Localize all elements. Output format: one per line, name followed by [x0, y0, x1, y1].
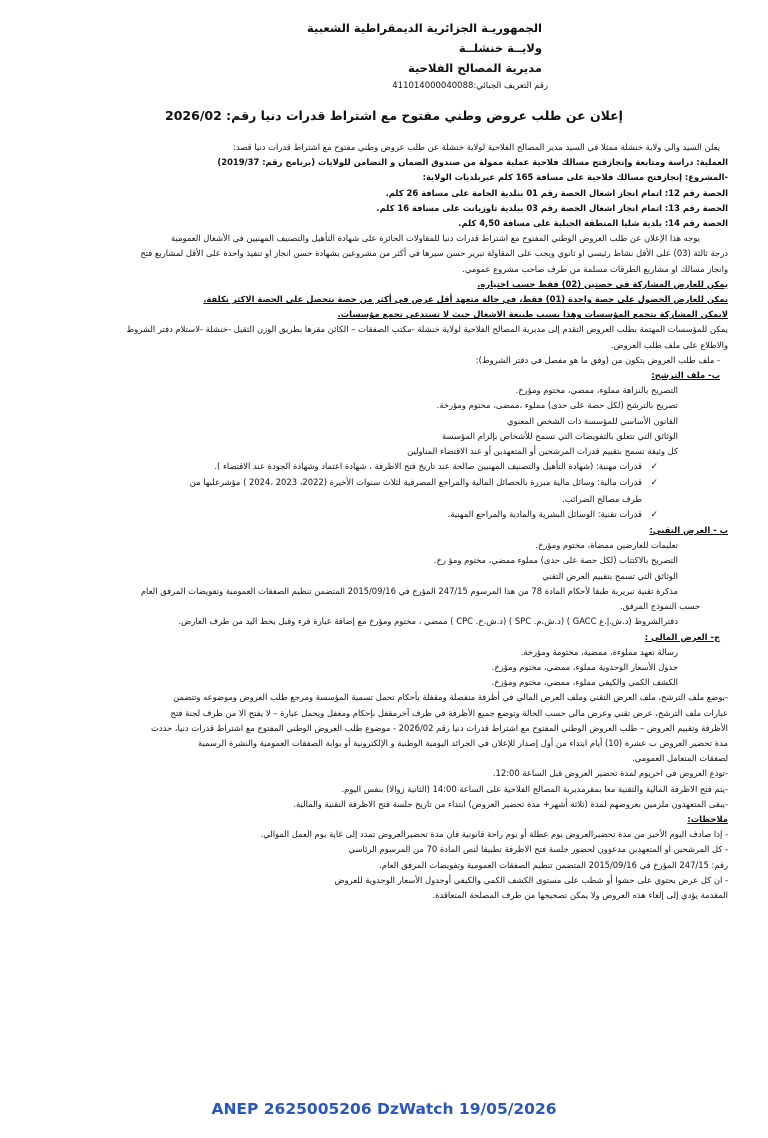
lot-12: الحصة رقم 12: اتمام انجاز اشغال الحصة رقم 01 ببلدية الحامة على مسافة 26 كلم.	[385, 187, 728, 198]
announcement-body	[60, 140, 728, 903]
note-item: - كل المرشحين او المتعهدين مدعوون لحضور جلسة فتح الاظرفة تطبيقا لنص المادة 70 من المرسوم الرئاسي	[348, 844, 728, 855]
envelope-instructions: لصفقات المتعامل العمومي.	[632, 753, 728, 764]
eligibility-line: وانجاز مسالك او مشاريع الطرقات مسلمة من طرف صاحب مشروع عمومي.	[462, 263, 728, 274]
note-item: رقم: 247/15 المؤرخ في 2015/09/16 المتضمن تنظيم الصفقات العمومية وتفويضات المرفق العام.	[379, 859, 728, 870]
note-item: - إذا صادف اليوم الأخير من مدة تحضيرالعروض يوم عطلة أو يوم راحة قانونية فان مدة تحضيرالعروض تمدد إلى غاية يوم العمل الموالي.	[260, 829, 728, 840]
intro-line: يعلن السيد والي ولاية خنشلة ممثلا في السيد مدير المصالح الفلاحية لولاية خنشلة عن طلب عروض وطني مفتوح مع اشتراط قدرات دنيا قصد:	[233, 142, 720, 152]
capacity-item: ✓قدرات مهنية: (شهادة التأهيل والتصنيف المهنيين صالحة عند تاريخ فتح الاظرفة ، شهادة اعتماد وشهادة الجودة عند الاقتضاء ).	[60, 459, 728, 475]
withdrawal-line: والاطلاع على ملف طلب العروض.	[610, 339, 728, 350]
section-candidacy-heading: ب- ملف الترشح:	[651, 370, 720, 381]
eligibility-line: يوجه هذا الإعلان عن طلب العروض الوطني المفتوح مع اشتراط قدرات دنيا للمقاولات الحائزة على شهادة التأهيل والتصنيف المهنيين في الأشغال العمومية	[171, 233, 700, 244]
envelope-instructions: الأظرفة وتقييم العروض – طلب العروض الوطني المفتوح مع اشتراط قدرات دنيا رقم 2026/02 - موضوع طلب العروض الوطني المفتوح مع اشتراط قدرات دنيا، حددت	[150, 722, 728, 733]
rule-no-grouping: لايمكن المشاركة بتجمع المؤسسات وهذا بسبب طبيعة الاشغال حيث لا تستدعي تجمع مؤسسات.	[337, 309, 728, 320]
note-item: المقدمة يؤدي إلى إلغاء هذه العروض ولا يمكن تصحيحها من طرف المصلحة المتعاقدة.	[432, 889, 728, 900]
envelope-instructions: عبارات ملف الترشح، عرض تقني وعرض مالي حسب الحالة وتوضع جميع الأظرفة في ظرف آخرمقفل بإحكام ومغفل ويحمل عبارة – لا يفتح الا من طرف لجنة فتح	[170, 707, 728, 718]
note-item: - ان كل عرض يحتوي على حشوا أو شطب على مستوى الكشف الكمي والكيفي أوجدول الأسعار الوحدوية للعروض	[334, 874, 728, 885]
withdrawal-line: يمكن للمؤسسات المهتمة بطلب العروض التقدم إلى مديرية المصالح الفلاحية لولاية خنشلة -مكتب الصفقات – الكائن مقرها بطريق الوزن الثقيل -خنشلة -لاستلام دفتر الشروط	[126, 324, 728, 335]
tax-id: رقم التعريف الجبائي:411014000040088	[392, 81, 548, 91]
technical-item: تعليمات للعارضين ممضاة، مختوم ومؤرخ.	[535, 540, 678, 551]
announcement-title: إعلان عن طلب عروض وطني مفتوح مع اشتراط قدرات دنيا رقم: 2026/02	[165, 108, 623, 123]
technical-item: دفترالشروط (د.ش.إ.ع GACC ) (د.ش.م. SPC ) (د.ش.خ. CPC ) ممضي ، مختوم ومؤرخ مع إضافة عبارة قرء وقبل بخط اليد من طرف العارض.	[178, 616, 678, 627]
candidacy-item: التصريح بالنزاهة مملوء، ممضي، مختوم ومؤرخ.	[515, 385, 678, 396]
capacity-item-continued: طرف مصالح الضرائب.	[562, 493, 642, 504]
financial-item: جدول الأسعار الوحدوية مملوء، ممضي، مختوم ومؤرخ.	[491, 661, 678, 672]
technical-item: الوثائق التي تسمح بتقييم العرض التقني	[542, 570, 678, 581]
candidacy-item: كل وثيقة تسمح بتقييم قدرات المرشحين أو المتعهدين أو عند الاقتضاء المناولين	[407, 446, 678, 457]
validity-period: -يبقى المتعهدون ملزمين بعروضهم لمدة (ثلاثة أشهر+ مدة تحضير العروض) ابتداء من تاريخ جلسة فتح الاظرفة التقنية والمالية.	[293, 798, 728, 809]
lot-13: الحصة رقم 13: اتمام انجاز اشغال الحصة رقم 03 ببلدية تاوزيانت على مسافة 16 كلم.	[376, 202, 728, 213]
announcement-document	[60, 18, 728, 903]
section-technical-heading: ب - العرض التقني:	[649, 525, 728, 536]
deposit-deadline: -تودع العروض في اخريوم لمدة تحضير العروض قبل الساعة 12:00.	[492, 768, 728, 779]
capacity-item: ✓قدرات مالية: وسائل مالية مبررة بالحصائل المالية والمراجع المصرفية لثلاث سنوات الأخيرة (2022، 2023 ،2024 ) مؤشرعليها من	[60, 475, 728, 491]
candidacy-item: تصريح بالترشح (لكل حصة على حدى) مملوء ،ممضى، مختوم ومؤرخة.	[436, 400, 678, 411]
project-line: -المشروع: إنجازفتح مسالك فلاحية على مسافة 165 كلم عبربلديات الولاية:	[422, 172, 728, 183]
directorate-name: مديرية المصالح الفلاحية	[408, 61, 542, 75]
checkmark-icon: ✓	[650, 509, 658, 520]
technical-item: مذكرة تقنية تبريرية طبقا لأحكام المادة 78 من هذا المرسوم 247/15 المؤرخ في 2015/09/16 المتضمن تنظيم الصفقات العمومية وتفويضات المرفق العام	[140, 585, 678, 596]
notes-heading: ملاحظات:	[687, 813, 728, 824]
wilaya-name: ولايــة خنشلــة	[458, 41, 542, 55]
publication-reference: ANEP 2625005206 DzWatch 19/05/2026	[211, 1100, 557, 1118]
operation-line: العملية: دراسة ومتابعة وإنجازفتح مسالك فلاحية عملية ممولة من صندوق الضمان و التضامن للولايات (برنامج رقم: 2019/37)	[217, 157, 728, 168]
republic-name: الجمهوريـة الجزائرية الديمقراطية الشعبية	[307, 21, 542, 35]
technical-item-continued: حسب النموذج المرفق.	[620, 601, 700, 612]
envelope-instructions: -يوضع ملف الترشح، ملف العرض التقني وملف العرض المالي في أظرفة منفصلة ومقفلة بأحكام تحمل تسمية المؤسسة ومرجع طلب العروض وموضوعه وتتضمن	[173, 692, 728, 703]
checkmark-icon: ✓	[650, 478, 658, 489]
envelope-instructions: مدة تحضير العروض ب عشرة (10) أيام ابتداء من أول إصدار للإعلان في الجرائد اليومية الوطنية و الإلكترونية أو بوابة الصفقات العمومية والنشرة الرسمية	[198, 737, 728, 748]
financial-item: الكشف الكمي والكيفي مملوء، ممضي، مختوم ومؤرخ.	[491, 677, 678, 688]
lot-14: الحصة رقم 14: بلدية شليا المنطقة الجبلية على مسافة 4,50 كلم.	[458, 218, 728, 229]
rule-one-lot: يمكن للعارض الحصول على حصة واحدة (01) فقط، في حالة متعهد أقل عرض في أكثر من حصة يتحصل على الحصة الاكثر تكلفة.	[203, 294, 728, 305]
section-financial-heading: ج- العرض المالي :	[644, 631, 720, 642]
eligibility-line: درجة ثالثة (03) على الأقل نشاط رئيسي او ثانوي ويجب على المقاولة تبرير حسن سيرها في أكثر من مشروعين بشهادة حسن انجاز او تنفيذ واحدة على الأقل لمشاريع فتح	[140, 248, 728, 259]
candidacy-item: القانون الأساسي للمؤسسة ذات الشخص المعنوي	[506, 415, 678, 426]
technical-item: التصريح بالاكتتاب (لكل حصة على حدى) مملوء ممضي، مختوم ومؤ رخ.	[433, 555, 678, 566]
capacity-item: ✓قدرات تقنية: الوسائل البشرية والمادية والمراجع المهنية.	[60, 507, 728, 523]
checkmark-icon: ✓	[650, 462, 658, 473]
candidacy-item: الوثائق التي تتعلق بالتفويضات التي تسمح للأشخاص بإلزام المؤسسة	[442, 430, 678, 441]
opening-session: -يتم فتح الاظرفة المالية والتقنية معا بمقرمديرية المصالح الفلاحية على الساعة 14:00 (الثانية زوالا) بنفس اليوم.	[341, 783, 728, 794]
file-composition: - ملف طلب العروض يتكون من (وفق ما هو مفصل في دفتر الشروط):	[475, 354, 720, 365]
rule-two-lots: يمكن للعارض المشاركة في حصتين (02) فقط حسب اختياره.	[477, 278, 728, 289]
financial-item: رسالة تعهد مملوءة، ممضية، مختومة ومؤرخة.	[520, 646, 678, 657]
letterhead	[60, 18, 728, 78]
